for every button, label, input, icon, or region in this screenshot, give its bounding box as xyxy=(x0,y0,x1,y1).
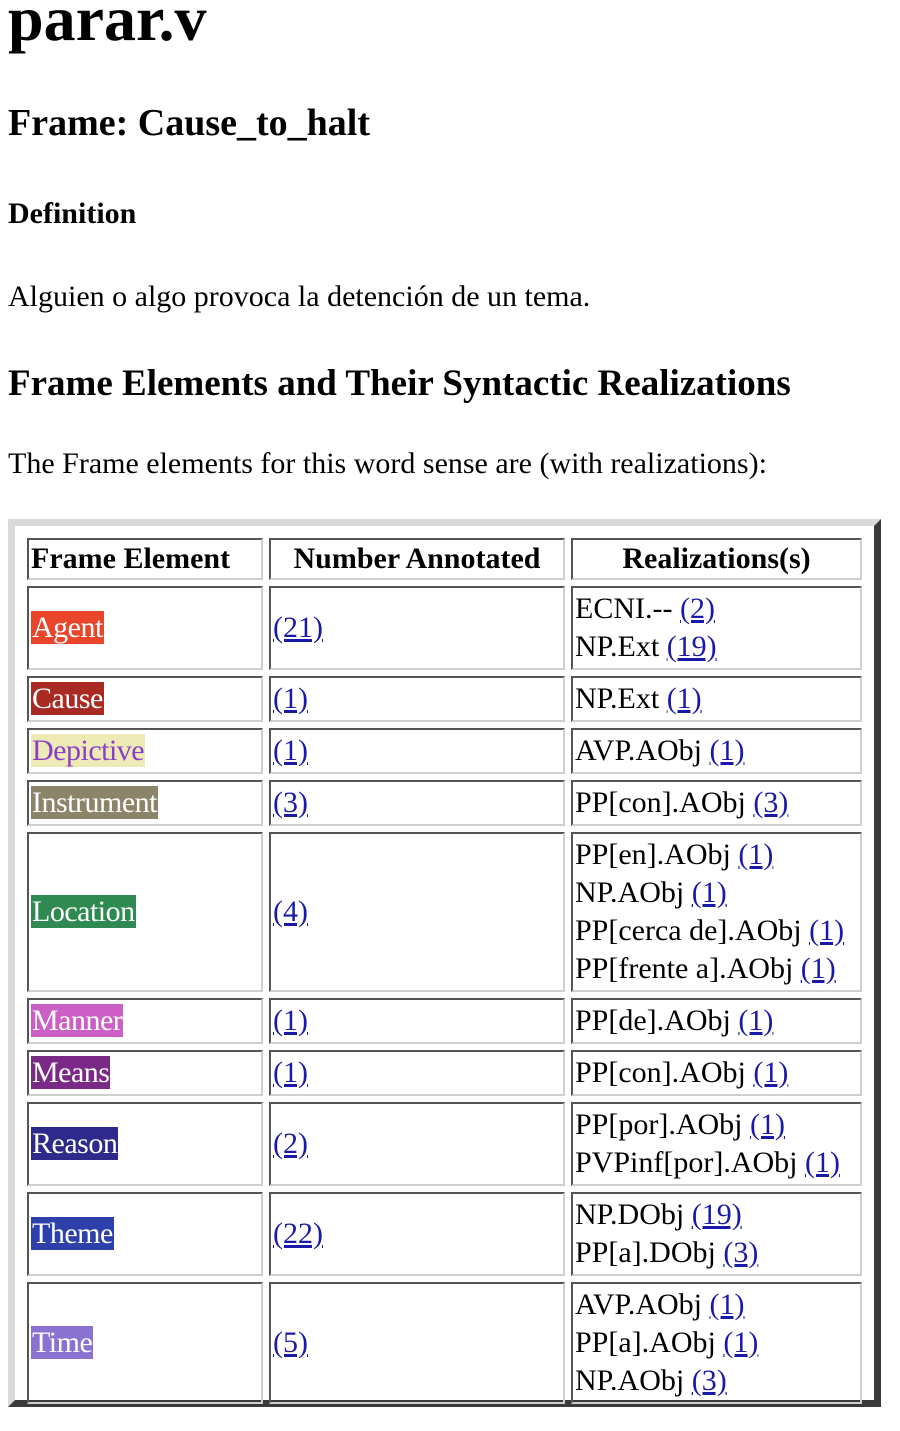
frame-element-label: Agent xyxy=(32,611,103,644)
realization-count-link[interactable]: (1) xyxy=(738,838,774,871)
realization-label: AVP.AObj xyxy=(575,1288,702,1321)
realization-label: PP[frente a].AObj xyxy=(575,952,794,985)
realization-label: PP[por].AObj xyxy=(575,1108,743,1141)
header-realizations: Realizations(s) xyxy=(571,538,862,580)
number-annotated-cell xyxy=(269,780,565,826)
realization-count-link[interactable]: (1) xyxy=(753,1056,789,1089)
realization-item xyxy=(575,1054,858,1092)
realization-count-link[interactable]: (1) xyxy=(709,1288,745,1321)
frame-element-cell xyxy=(27,676,263,722)
realization-count-link[interactable]: (3) xyxy=(691,1364,727,1397)
number-annotated-cell xyxy=(269,998,565,1044)
frame-element-label: Instrument xyxy=(32,786,157,819)
annotation-count-link[interactable]: (1) xyxy=(273,1056,308,1089)
realization-item xyxy=(575,1144,858,1182)
realization-item xyxy=(575,1106,858,1144)
number-annotated-cell xyxy=(269,676,565,722)
realizations-cell xyxy=(571,998,862,1044)
realization-label: PP[con].AObj xyxy=(575,786,746,819)
frame-elements-table-frame xyxy=(8,519,881,1407)
realization-item xyxy=(575,628,858,666)
frame-element-cell xyxy=(27,1282,263,1404)
realization-item xyxy=(575,1196,858,1234)
realization-item xyxy=(575,874,858,912)
realizations-cell xyxy=(571,586,862,670)
realizations-cell xyxy=(571,1192,862,1276)
header-number-annotated: Number Annotated xyxy=(269,538,565,580)
number-annotated-cell xyxy=(269,1282,565,1404)
realization-label: AVP.AObj xyxy=(575,734,702,767)
realizations-cell xyxy=(571,1050,862,1096)
annotation-count-link[interactable]: (1) xyxy=(273,734,308,767)
realization-count-link[interactable]: (1) xyxy=(809,914,845,947)
realization-count-link[interactable]: (1) xyxy=(723,1326,759,1359)
realization-label: ECNI.-- xyxy=(575,592,673,625)
realization-item xyxy=(575,1324,858,1362)
definition-text: Alguien o algo provoca la detención de un tema. xyxy=(8,280,591,313)
realization-item xyxy=(575,836,858,874)
realization-count-link[interactable]: (3) xyxy=(723,1236,759,1269)
realization-item xyxy=(575,1286,858,1324)
realization-label: PP[a].DObj xyxy=(575,1236,716,1269)
frame-heading: Frame: Cause_to_halt xyxy=(8,102,370,144)
number-annotated-cell xyxy=(269,728,565,774)
realization-count-link[interactable]: (19) xyxy=(691,1198,742,1231)
annotation-count-link[interactable]: (1) xyxy=(273,1004,308,1037)
number-annotated-cell xyxy=(269,1192,565,1276)
frame-element-label: Cause xyxy=(32,682,103,715)
realization-item xyxy=(575,1234,858,1272)
realization-label: PP[cerca de].AObj xyxy=(575,914,802,947)
realizations-cell xyxy=(571,676,862,722)
frame-element-label: Reason xyxy=(32,1127,118,1160)
page-title: parar.v xyxy=(8,0,207,54)
realization-count-link[interactable]: (1) xyxy=(805,1146,840,1179)
realization-label: PP[con].AObj xyxy=(575,1056,746,1089)
table-row xyxy=(27,998,862,1044)
annotation-count-link[interactable]: (3) xyxy=(273,786,308,819)
table-header-row xyxy=(27,538,862,580)
realization-count-link[interactable]: (1) xyxy=(750,1108,785,1141)
realization-count-link[interactable]: (1) xyxy=(800,952,836,985)
realization-label: NP.AObj xyxy=(575,1364,685,1397)
frame-element-cell xyxy=(27,1050,263,1096)
realization-count-link[interactable]: (2) xyxy=(679,592,715,625)
realization-label: NP.Ext xyxy=(575,630,660,663)
realization-label: PVPinf[por].AObj xyxy=(575,1146,798,1179)
frame-element-cell xyxy=(27,586,263,670)
table-row xyxy=(27,780,862,826)
table-row xyxy=(27,1102,862,1186)
table-row xyxy=(27,1192,862,1276)
frame-elements-intro: The Frame elements for this word sense are (with realizations): xyxy=(8,447,767,480)
frame-element-cell xyxy=(27,832,263,992)
frame-element-label: Manner xyxy=(32,1004,123,1037)
realization-item xyxy=(575,680,858,718)
frame-element-label: Means xyxy=(32,1056,110,1089)
frame-element-label: Location xyxy=(32,895,135,928)
frame-element-cell xyxy=(27,780,263,826)
frame-element-label: Time xyxy=(32,1326,93,1359)
definition-heading: Definition xyxy=(8,197,137,230)
annotation-count-link[interactable]: (21) xyxy=(273,611,323,644)
realization-item xyxy=(575,912,858,950)
frame-elements-heading: Frame Elements and Their Syntactic Realizations xyxy=(8,363,791,404)
realization-count-link[interactable]: (1) xyxy=(691,876,727,909)
header-frame-element: Frame Element xyxy=(27,538,263,580)
realization-label: NP.AObj xyxy=(575,876,685,909)
realization-count-link[interactable]: (19) xyxy=(666,630,717,663)
frame-elements-table xyxy=(21,532,868,1410)
annotation-count-link[interactable]: (5) xyxy=(273,1326,308,1359)
realizations-cell xyxy=(571,780,862,826)
realization-label: PP[de].AObj xyxy=(575,1004,731,1037)
frame-element-cell xyxy=(27,998,263,1044)
table-row xyxy=(27,1282,862,1404)
table-row xyxy=(27,676,862,722)
number-annotated-cell xyxy=(269,1050,565,1096)
realization-count-link[interactable]: (1) xyxy=(666,682,702,715)
realizations-cell xyxy=(571,832,862,992)
realization-label: PP[en].AObj xyxy=(575,838,731,871)
realization-count-link[interactable]: (1) xyxy=(709,734,745,767)
realizations-cell xyxy=(571,728,862,774)
realization-count-link[interactable]: (1) xyxy=(738,1004,774,1037)
table-row xyxy=(27,586,862,670)
realization-item xyxy=(575,732,858,770)
number-annotated-cell xyxy=(269,832,565,992)
frame-element-label: Depictive xyxy=(32,734,145,767)
realization-label: NP.Ext xyxy=(575,682,660,715)
realization-count-link[interactable]: (3) xyxy=(753,786,789,819)
realization-item xyxy=(575,590,858,628)
number-annotated-cell xyxy=(269,586,565,670)
number-annotated-cell xyxy=(269,1102,565,1186)
frame-element-cell xyxy=(27,1102,263,1186)
realization-item xyxy=(575,1362,858,1400)
frame-element-label: Theme xyxy=(32,1217,113,1250)
annotation-count-link[interactable]: (4) xyxy=(273,895,308,928)
annotation-count-link[interactable]: (1) xyxy=(273,682,308,715)
realization-label: PP[a].AObj xyxy=(575,1326,716,1359)
realization-item xyxy=(575,1002,858,1040)
realizations-cell xyxy=(571,1102,862,1186)
realization-item xyxy=(575,784,858,822)
realization-item xyxy=(575,950,858,988)
table-row xyxy=(27,832,862,992)
annotation-count-link[interactable]: (2) xyxy=(273,1127,308,1160)
table-row xyxy=(27,1050,862,1096)
table-body xyxy=(27,586,862,1404)
table-row xyxy=(27,728,862,774)
realization-label: NP.DObj xyxy=(575,1198,685,1231)
realizations-cell xyxy=(571,1282,862,1404)
frame-element-cell xyxy=(27,1192,263,1276)
annotation-count-link[interactable]: (22) xyxy=(273,1217,323,1250)
frame-element-cell xyxy=(27,728,263,774)
